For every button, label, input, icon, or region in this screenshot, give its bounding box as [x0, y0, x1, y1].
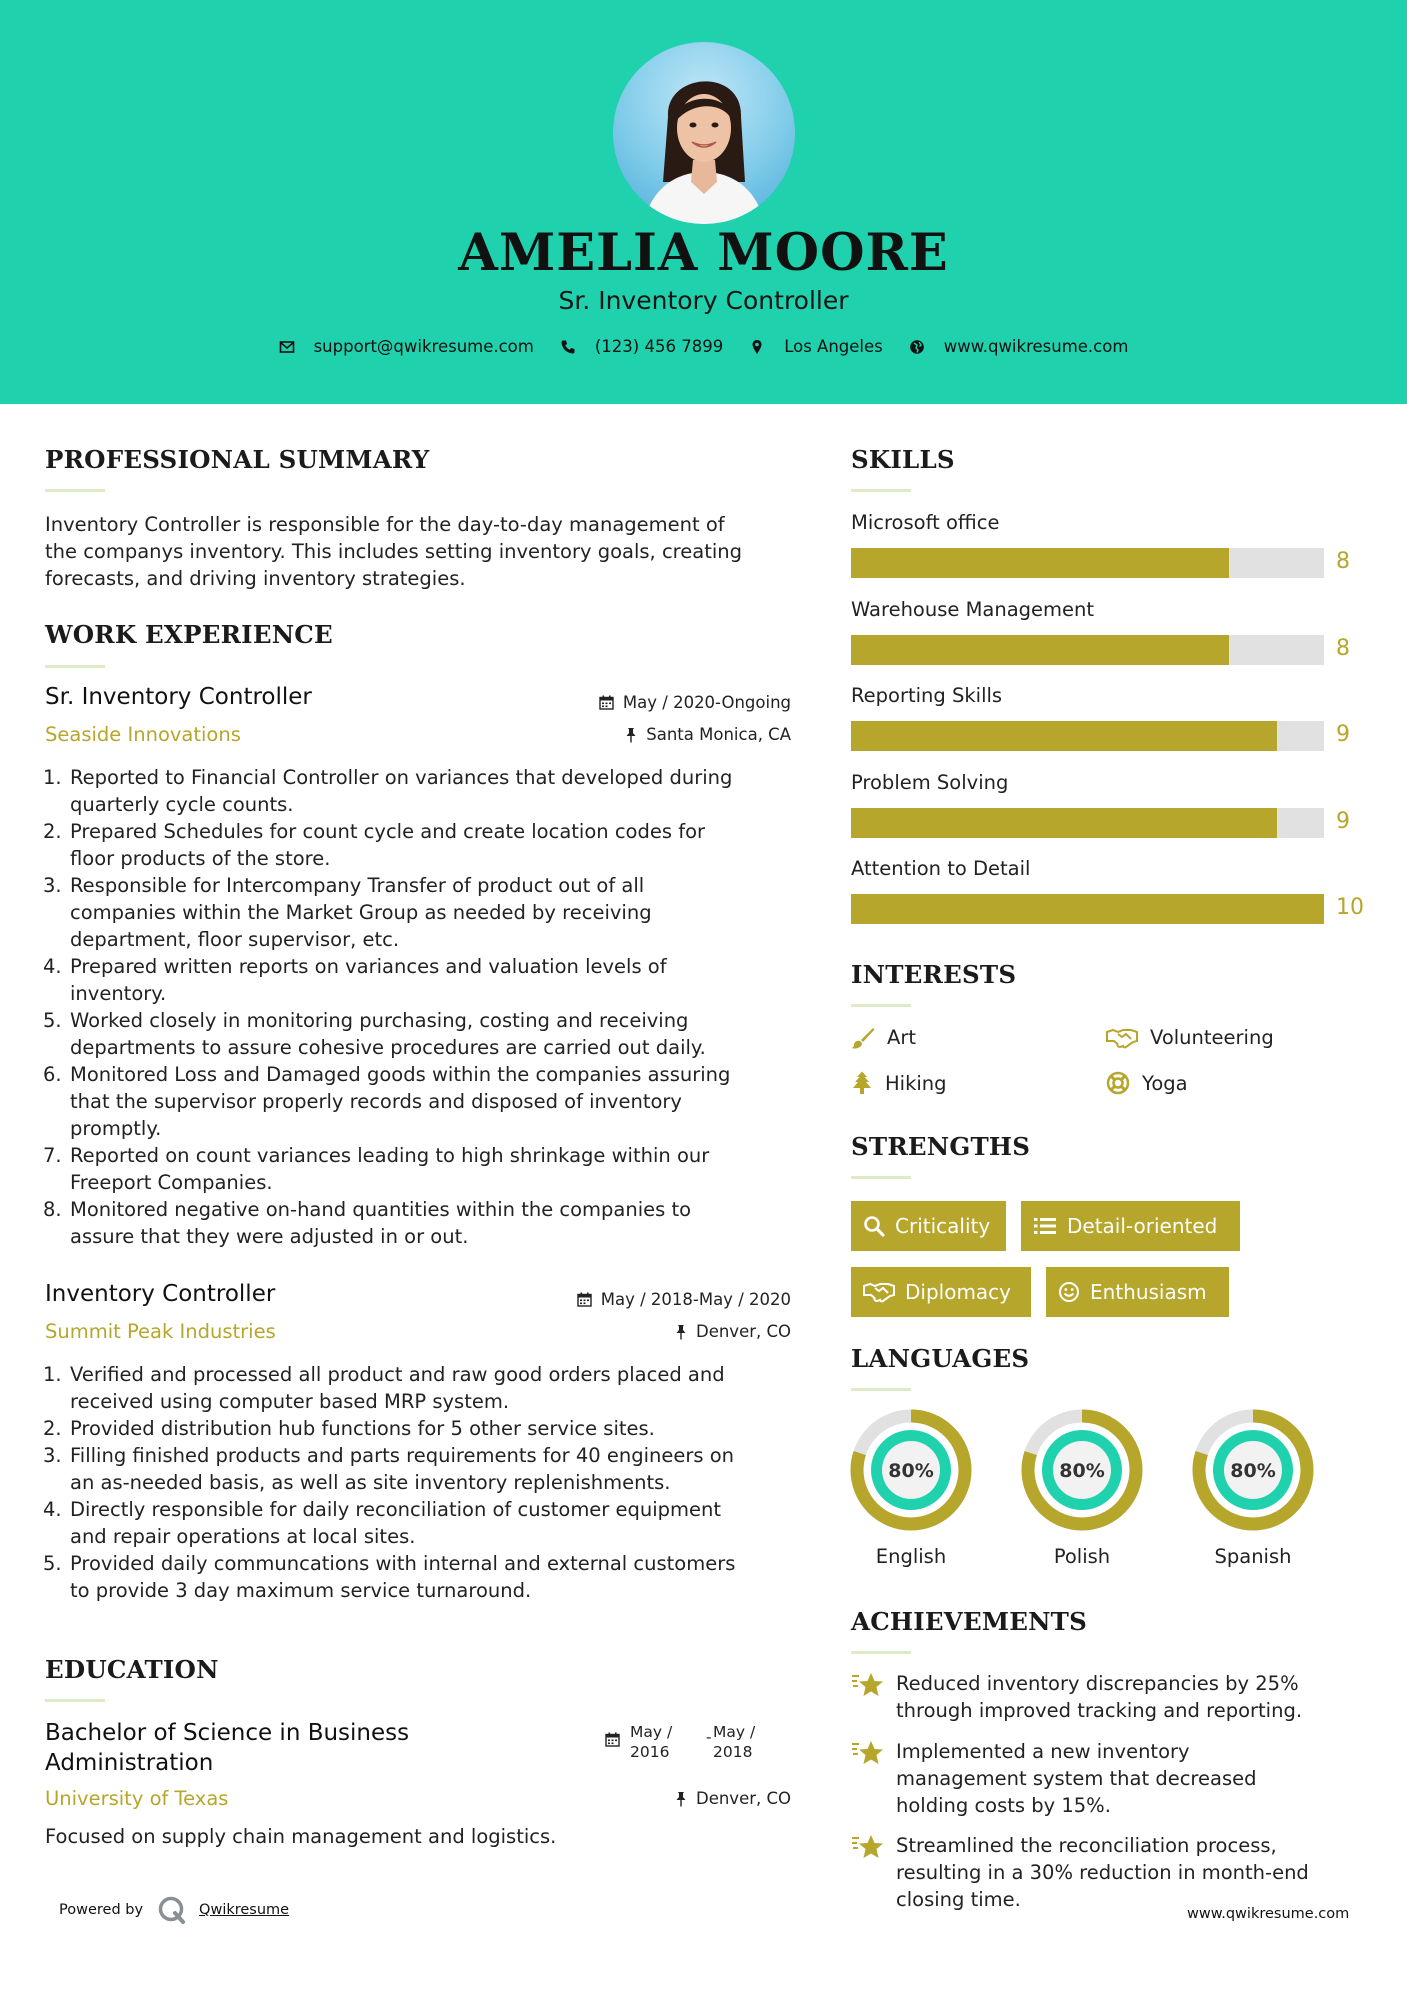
education-location: [500, 1789, 791, 1808]
list-item: [43, 1442, 808, 1496]
list-item: [43, 1007, 808, 1061]
resume-header: [0, 0, 1407, 404]
summary-line: the companys inventory. This includes setting inventory goals, creating: [45, 540, 743, 563]
interest-label: Hiking: [885, 1071, 947, 1095]
achievement-text: [896, 1670, 1356, 1724]
list-line: departments to assure cohesive procedures are carried out daily.: [70, 1036, 706, 1059]
language-name: Spanish: [1214, 1545, 1292, 1568]
job-title: Sr. Inventory Controller: [45, 684, 312, 710]
achievement-item: [851, 1670, 1371, 1724]
list-item: [43, 1061, 808, 1142]
list-line: promptly.: [70, 1117, 162, 1140]
summary-heading-underline: [45, 489, 105, 492]
achievements-heading-underline: [851, 1651, 911, 1654]
job-date: [500, 693, 791, 712]
interest-label: Art: [887, 1026, 917, 1049]
list-item: [43, 764, 808, 818]
star-icon: [851, 1740, 885, 1766]
education-end-month: May /: [713, 1723, 756, 1741]
achievement-line: Streamlined the reconciliation process,: [896, 1834, 1277, 1857]
skill-bar-fill: [851, 894, 1324, 924]
skill-bar-fill: [851, 721, 1277, 751]
achievement-line: holding costs by 15%.: [896, 1794, 1111, 1817]
education-end-year: 2018: [713, 1743, 753, 1761]
achievement-line: resulting in a 30% reduction in month-end: [896, 1861, 1309, 1884]
tree-icon: [851, 1071, 873, 1095]
star-icon: [851, 1672, 885, 1698]
candidate-role: Sr. Inventory Controller: [558, 286, 849, 315]
job-title: Inventory Controller: [45, 1281, 276, 1307]
list-number: 3.: [43, 1444, 62, 1467]
education-location-text: Denver, CO: [695, 1789, 791, 1808]
strength-label: Enthusiasm: [1090, 1280, 1207, 1304]
language-progress-ring: [1021, 1409, 1143, 1531]
achievement-item: [851, 1832, 1371, 1913]
strength-label: Criticality: [895, 1214, 991, 1238]
skill-name: Attention to Detail: [851, 857, 1031, 880]
education-date-dash: -: [706, 1728, 712, 1746]
skill-bar-fill: [851, 808, 1277, 838]
list-item: [43, 1415, 808, 1442]
handshake-icon: [863, 1281, 895, 1303]
contact-website[interactable]: [909, 337, 1129, 356]
powered-by-label: Powered by: [59, 1902, 144, 1918]
interest-item-volunteering: [1106, 1026, 1274, 1049]
language-name: Polish: [1053, 1545, 1111, 1568]
skills-heading: SKILLS: [851, 445, 955, 474]
interest-label: Yoga: [1142, 1071, 1188, 1095]
list-item: [43, 1142, 808, 1196]
summary-line: Inventory Controller is responsible for the day-to-day management of: [45, 513, 725, 536]
lifebuoy-icon: [1106, 1071, 1130, 1095]
education-school: University of Texas: [45, 1787, 229, 1810]
skill-bar-fill: [851, 548, 1229, 578]
contact-phone-text[interactable]: (123) 456 7899: [594, 337, 724, 356]
achievement-text: [896, 1738, 1356, 1819]
phone-icon: [560, 339, 576, 355]
list-line: department, floor supervisor, etc.: [70, 928, 400, 951]
language-name: English: [875, 1545, 947, 1568]
list-item: [43, 953, 808, 1007]
list-number: 5.: [43, 1552, 62, 1575]
list-line: and repair operations at local sites.: [70, 1525, 416, 1548]
list-line: floor products of the store.: [70, 847, 331, 870]
list-line: Worked closely in monitoring purchasing, costing and receiving: [70, 1009, 689, 1032]
job-responsibilities: [43, 764, 808, 1250]
summary-heading: PROFESSIONAL SUMMARY: [45, 445, 430, 474]
interest-label: Volunteering: [1150, 1026, 1274, 1049]
list-number: 4.: [43, 1498, 62, 1521]
star-icon: [851, 1834, 885, 1860]
strengths-heading: STRENGTHS: [851, 1132, 1031, 1161]
interest-item-yoga: [1106, 1071, 1188, 1095]
achievement-line: closing time.: [896, 1888, 1021, 1911]
skill-name: Microsoft office: [851, 511, 1000, 534]
languages-heading: LANGUAGES: [851, 1344, 1030, 1373]
language-progress-ring: [1192, 1409, 1314, 1531]
list-line: Provided daily communcations with internal and external customers: [70, 1552, 736, 1575]
experience-heading: WORK EXPERIENCE: [45, 620, 333, 649]
smile-icon: [1058, 1281, 1080, 1303]
footer-powered-by: [59, 1895, 289, 1925]
list-line: Reported to Financial Controller on variances that developed during: [70, 766, 733, 789]
profile-photo: [613, 42, 795, 224]
education-description: Focused on supply chain management and logistics.: [45, 1825, 557, 1848]
achievement-line: through improved tracking and reporting.: [896, 1699, 1303, 1722]
degree-line: Administration: [45, 1750, 214, 1776]
skill-bar-fill: [851, 635, 1229, 665]
education-end: [713, 1722, 755, 1762]
education-start-month: May /: [630, 1723, 673, 1741]
education-heading-underline: [45, 1699, 105, 1702]
handshake-icon: [1106, 1027, 1138, 1049]
profile-photo-illustration: [613, 42, 795, 224]
envelope-icon: [279, 339, 295, 355]
skill-name: Warehouse Management: [851, 597, 1095, 621]
list-line: Monitored negative on-hand quantities within the companies to: [70, 1198, 692, 1221]
list-line: Prepared written reports on variances and valuation levels of: [70, 955, 667, 978]
education-start-year: 2016: [630, 1743, 670, 1761]
calendar-icon: [577, 1292, 592, 1307]
contact-bar: [0, 337, 1407, 356]
strength-tag-diplomacy: [851, 1267, 1031, 1317]
list-line: to provide 3 day maximum service turnaround.: [70, 1579, 532, 1602]
education-heading: EDUCATION: [45, 1655, 219, 1684]
list-icon: [1033, 1216, 1057, 1236]
list-number: 3.: [43, 874, 62, 897]
language-percent: 80%: [888, 1460, 934, 1482]
contact-location-text: Los Angeles: [784, 337, 883, 356]
strength-tag-enthusiasm: [1046, 1267, 1229, 1317]
list-line: Freeport Companies.: [70, 1171, 273, 1194]
strength-label: Detail-oriented: [1067, 1214, 1218, 1238]
skill-bar-track: [851, 808, 1324, 838]
strength-tag-criticality: [851, 1201, 1006, 1251]
contact-email[interactable]: [279, 337, 534, 356]
list-line: assure that they were adjusted in or out.: [70, 1225, 469, 1248]
list-number: 5.: [43, 1009, 62, 1032]
list-line: Verified and processed all product and raw good orders placed and: [70, 1363, 725, 1386]
list-item: [43, 1196, 808, 1250]
achievement-text: [896, 1832, 1356, 1913]
list-item: [43, 818, 808, 872]
achievement-item: [851, 1738, 1371, 1819]
job-location: [500, 1322, 791, 1341]
strength-label: Diplomacy: [905, 1280, 1012, 1304]
job-location-text: Santa Monica, CA: [646, 725, 791, 744]
skill-value: 8: [1336, 635, 1350, 661]
interests-heading: INTERESTS: [851, 960, 1017, 989]
footer-website[interactable]: www.qwikresume.com: [1187, 1906, 1350, 1922]
language-progress-ring: [850, 1409, 972, 1531]
list-line: Reported on count variances leading to high shrinkage within our: [70, 1144, 710, 1167]
qwikresume-logo-icon: [157, 1895, 187, 1925]
map-pin-icon: [749, 339, 765, 355]
job-date-text: May / 2020-Ongoing: [622, 693, 791, 712]
qwikresume-link[interactable]: Qwikresume: [199, 1902, 290, 1918]
skills-heading-underline: [851, 489, 911, 492]
pushpin-icon: [625, 727, 637, 743]
candidate-name: AMELIA MOORE: [458, 223, 949, 283]
search-icon: [863, 1215, 885, 1237]
list-number: 2.: [43, 820, 62, 843]
list-number: 7.: [43, 1144, 62, 1167]
education-start: [630, 1722, 672, 1762]
experience-heading-underline: [45, 665, 105, 668]
job-responsibilities: [43, 1361, 808, 1604]
job-location: [500, 725, 791, 744]
list-number: 6.: [43, 1063, 62, 1086]
language-ring-graphic: [1021, 1409, 1143, 1531]
strengths-heading-underline: [851, 1176, 911, 1179]
achievement-line: Reduced inventory discrepancies by 25%: [896, 1672, 1299, 1695]
job-location-text: Denver, CO: [695, 1322, 791, 1341]
list-item: [43, 872, 808, 953]
list-item: [43, 1550, 808, 1604]
degree-line: Bachelor of Science in Business: [45, 1720, 410, 1746]
list-line: Directly responsible for daily reconciliation of customer equipment: [70, 1498, 722, 1521]
list-number: 8.: [43, 1198, 62, 1221]
pushpin-icon: [675, 1324, 687, 1340]
skill-value: 9: [1336, 808, 1350, 834]
pushpin-icon: [675, 1791, 687, 1807]
skill-name: Reporting Skills: [851, 684, 1003, 707]
languages-heading-underline: [851, 1388, 911, 1391]
list-line: companies within the Market Group as needed by receiving: [70, 901, 652, 924]
contact-website-text[interactable]: www.qwikresume.com: [943, 337, 1129, 356]
skill-value: 9: [1336, 722, 1350, 747]
list-number: 1.: [43, 1363, 62, 1386]
list-number: 4.: [43, 955, 62, 978]
list-line: Responsible for Intercompany Transfer of product out of all: [70, 874, 645, 897]
interest-item-art: [851, 1026, 916, 1049]
calendar-icon: [599, 695, 614, 710]
skill-name: Problem Solving: [851, 770, 1009, 794]
list-line: Filling finished products and parts requirements for 40 engineers on: [70, 1444, 735, 1467]
contact-email-text[interactable]: support@qwikresume.com: [313, 337, 534, 356]
achievement-line: management system that decreased: [896, 1767, 1257, 1790]
list-line: that the supervisor properly records and disposed of inventory: [70, 1090, 682, 1113]
list-line: Monitored Loss and Damaged goods within the companies assuring: [70, 1063, 731, 1086]
achievements-heading: ACHIEVEMENTS: [851, 1607, 1087, 1636]
language-ring-graphic: [850, 1409, 972, 1531]
language-ring-graphic: [1192, 1409, 1314, 1531]
contact-location: [749, 337, 883, 356]
list-line: quarterly cycle counts.: [70, 793, 294, 816]
list-line: received using computer based MRP system.: [70, 1390, 510, 1413]
skill-value: 10: [1336, 895, 1364, 920]
list-line: an as-needed basis, as well as site inventory replenishments.: [70, 1471, 671, 1494]
job-company: Summit Peak Industries: [45, 1320, 276, 1343]
skill-bar-track: [851, 721, 1324, 751]
skill-bar-track: [851, 894, 1324, 924]
list-line: inventory.: [70, 982, 167, 1005]
language-percent: 80%: [1230, 1460, 1276, 1482]
summary-text: [45, 511, 805, 592]
skill-value: 8: [1336, 549, 1350, 574]
achievement-line: Implemented a new inventory: [896, 1740, 1190, 1763]
job-date-text: May / 2018-May / 2020: [600, 1290, 791, 1309]
list-line: Prepared Schedules for count cycle and create location codes for: [70, 820, 706, 843]
job-date: [500, 1290, 791, 1309]
skill-bar-track: [851, 548, 1324, 578]
skill-bar-track: [851, 635, 1324, 665]
degree-title: [45, 1718, 409, 1778]
strength-tag-detail-oriented: [1021, 1201, 1240, 1251]
list-item: [43, 1496, 808, 1550]
list-number: 2.: [43, 1417, 62, 1440]
paintbrush-icon: [851, 1027, 875, 1049]
contact-phone[interactable]: [560, 337, 723, 356]
list-number: 1.: [43, 766, 62, 789]
interests-heading-underline: [851, 1004, 911, 1007]
interest-item-hiking: [851, 1071, 947, 1095]
list-item: [43, 1361, 808, 1415]
globe-icon: [909, 339, 925, 355]
summary-line: forecasts, and driving inventory strategies.: [45, 567, 466, 590]
language-percent: 80%: [1059, 1460, 1105, 1482]
job-company: Seaside Innovations: [45, 723, 241, 746]
list-line: Provided distribution hub functions for 5 other service sites.: [70, 1417, 655, 1440]
calendar-icon: [605, 1732, 620, 1747]
